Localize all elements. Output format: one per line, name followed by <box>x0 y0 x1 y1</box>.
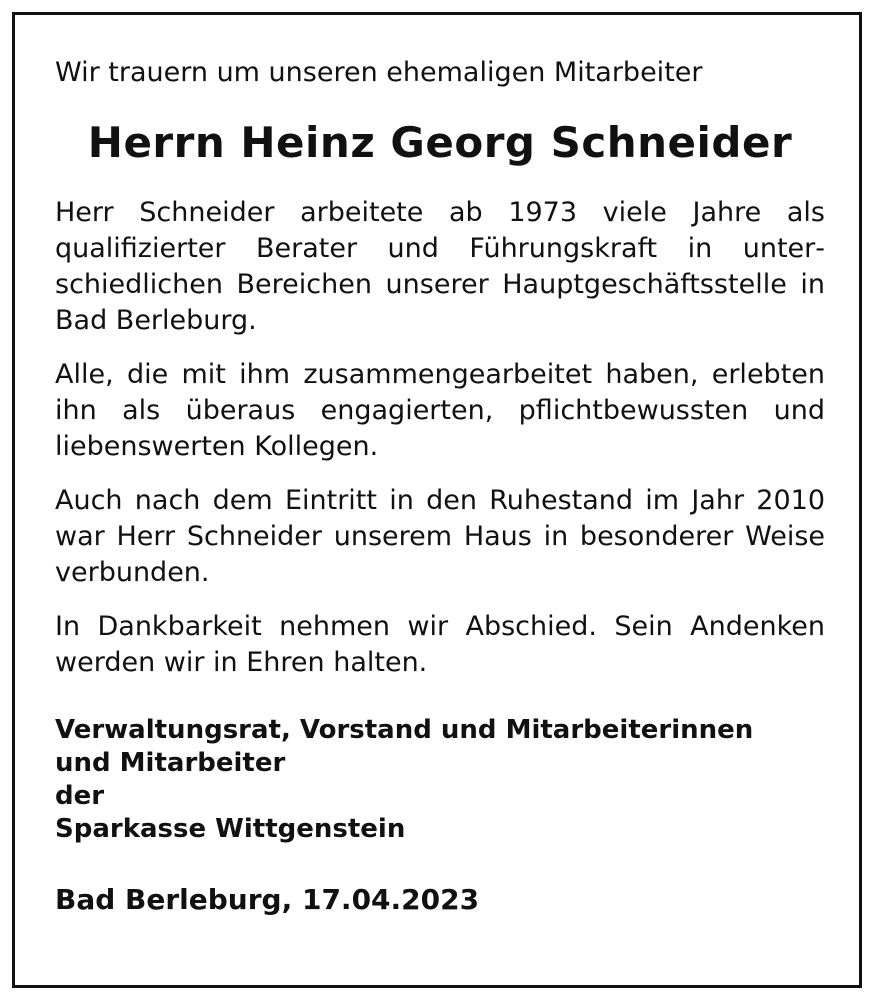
deceased-name: Herrn Heinz Georg Schneider <box>87 118 793 167</box>
paragraph-career: Herr Schneider arbeitete ab 1973 viele Jahre als qualifizierter Berater und Führungskraft in unterschiedlichen Bereichen unserer Hauptgeschäftsstelle in Bad Berleburg. <box>55 197 825 336</box>
signatory-line: der <box>55 781 105 811</box>
notice-content <box>55 55 825 918</box>
place-and-date: Bad Berleburg, 17.04.2023 <box>55 883 480 916</box>
paragraph-farewell: In Dankbarkeit nehmen wir Abschied. Sein Andenken werden wir in Ehren halten. <box>55 611 825 678</box>
signatory-line: Verwaltungsrat, Vorstand und Mitarbeiterinnen <box>55 715 754 745</box>
obituary-notice <box>12 12 862 988</box>
paragraph-colleagues: Alle, die mit ihm zusammengearbeitet haben, erlebten ihn als überaus engagierten, pflichtbewussten und liebenswerten Kollegen. <box>55 359 825 462</box>
paragraph-retirement: Auch nach dem Eintritt in den Ruhestand im Jahr 2010 war Herr Schneider unserem Haus in besonderer Weise verbunden. <box>55 485 825 588</box>
signatory-line: und Mitarbeiter <box>55 748 286 778</box>
intro-line: Wir trauern um unseren ehemaligen Mitarbeiter <box>55 57 703 88</box>
signatory-organization: Sparkasse Wittgenstein <box>55 814 406 844</box>
signatories-block <box>55 714 825 846</box>
